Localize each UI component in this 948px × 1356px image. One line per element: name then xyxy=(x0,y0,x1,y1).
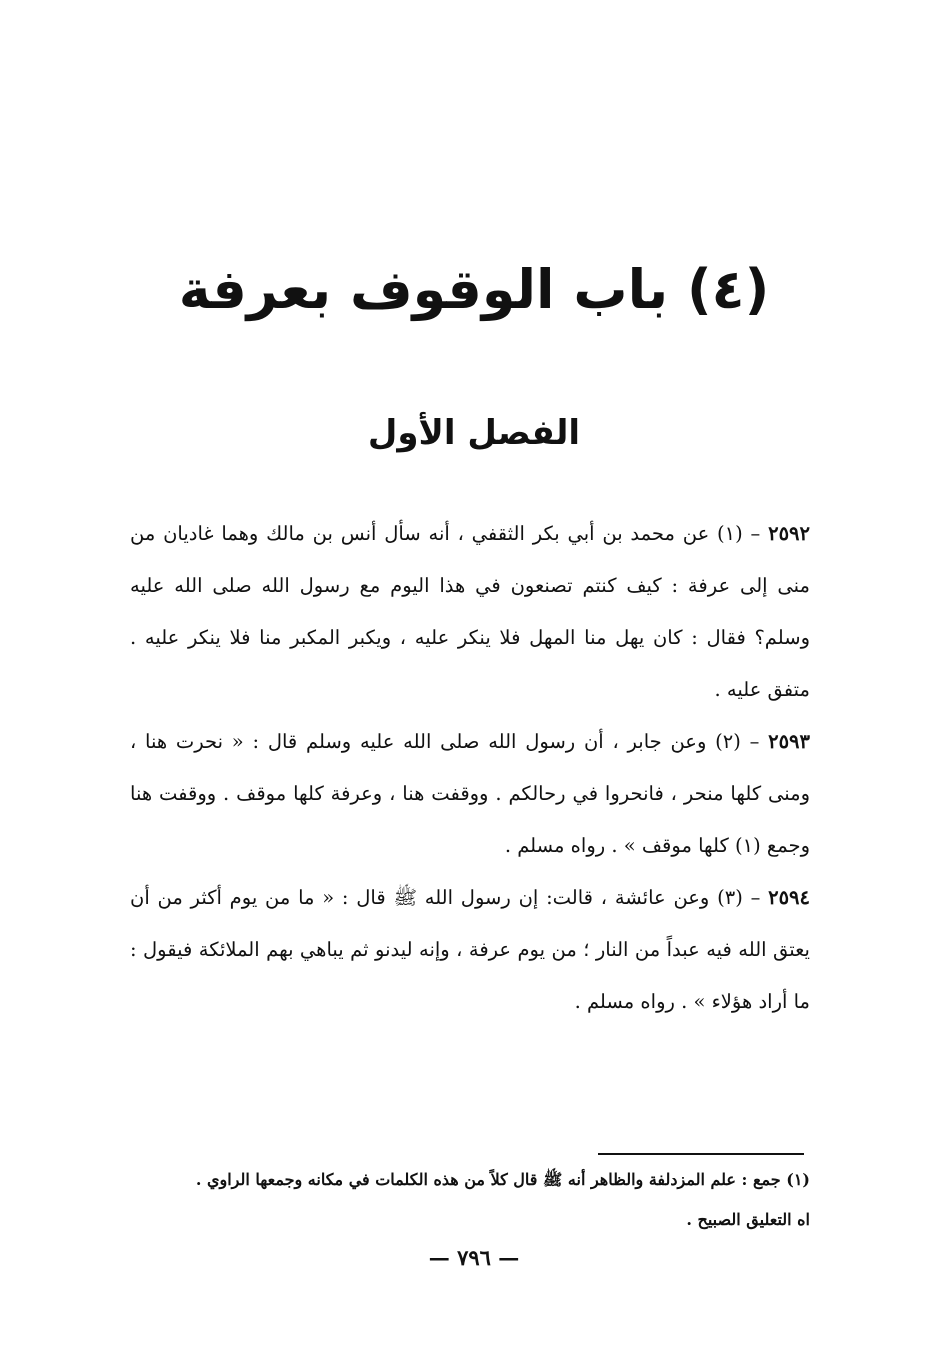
hadith-text: – (١) عن محمد بن أبي بكر الثقفي ، أنه سأل أنس بن مالك وهما غاديان من منى إلى عرفة : كيف كنتم تصنعون في هذا اليوم مع رسول الله صلى الله عليه وسلم؟ فقال : كان يهل منا المهل فلا ينكر عليه ، ويكبر المكبر منا فلا ينكر عليه . متفق عليه . xyxy=(130,522,810,701)
hadith-number: ٢٥٩٢ xyxy=(768,522,810,545)
footnote-line-2: اه التعليق الصبيح . xyxy=(686,1210,810,1229)
page-number: — ٧٩٦ — xyxy=(428,1245,520,1270)
section-title: الفصل الأول xyxy=(367,413,581,453)
footnote-divider xyxy=(598,1153,804,1155)
hadith-list xyxy=(130,508,810,1028)
chapter-title: (٤) باب الوقوف بعرفة xyxy=(178,258,770,321)
hadith-2594 xyxy=(130,872,810,1028)
hadith-2593 xyxy=(130,716,810,872)
hadith-text: – (٣) وعن عائشة ، قالت: إن رسول الله ﷺ قال : « ما من يوم أكثر من أن يعتق الله فيه عبداً من النار ؛ من يوم عرفة ، وإنه ليدنو ثم يباهي بهم الملائكة فيقول : ما أراد هؤلاء » . رواه مسلم . xyxy=(130,886,810,1013)
hadith-number: ٢٥٩٣ xyxy=(768,730,811,753)
hadith-text: – (٢) وعن جابر ، أن رسول الله صلى الله عليه وسلم قال : « نحرت هنا ، ومنى كلها منحر ، فانحروا في رحالكم . ووقفت هنا ، وعرفة كلها موقف . ووقفت هنا وجمع (١) كلها موقف » . رواه مسلم . xyxy=(130,730,810,857)
hadith-number: ٢٥٩٤ xyxy=(768,886,811,909)
hadith-2592 xyxy=(130,508,810,716)
footnote xyxy=(130,1160,810,1240)
footnote-line-1: (١) جمع : علم المزدلفة والظاهر أنه ﷺ قال كلاً من هذه الكلمات في مكانه وجمعها الراوي . xyxy=(195,1170,810,1189)
